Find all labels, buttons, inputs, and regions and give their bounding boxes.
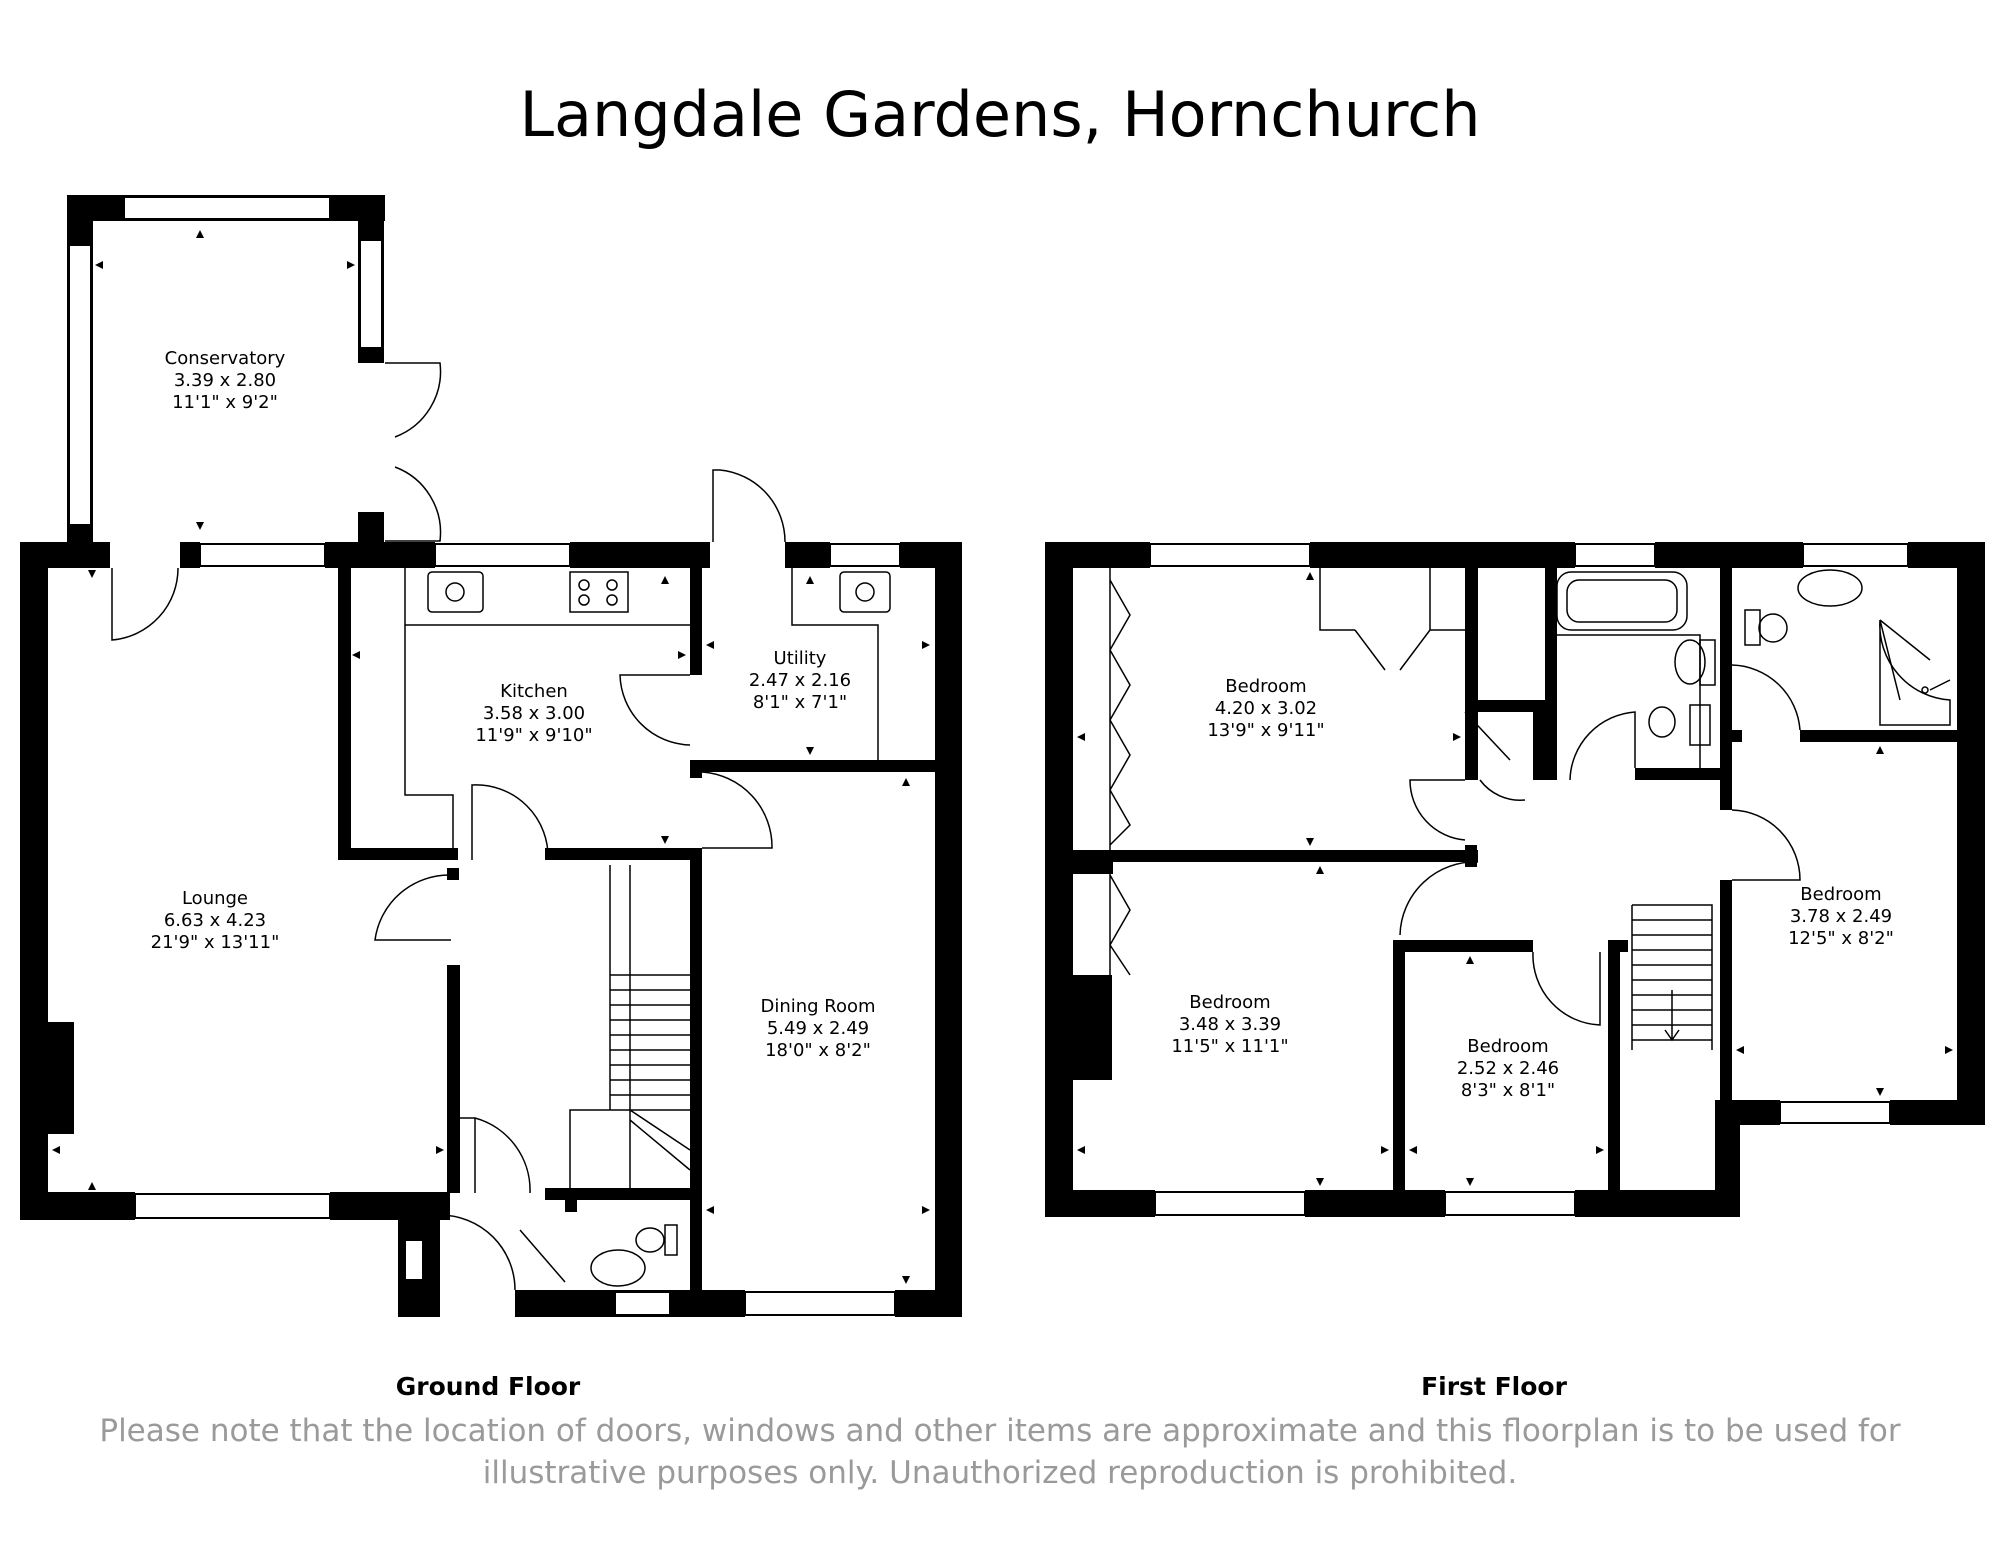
bed1-cupboard — [1320, 568, 1465, 670]
room-name: Kitchen — [500, 681, 568, 702]
ff-wall-top-b — [1310, 542, 1575, 568]
room-name: Conservatory — [164, 348, 286, 369]
gf-wall-lounge-hall-lower — [447, 965, 460, 1193]
cupboard2-door — [1480, 780, 1525, 800]
conservatory-window-left — [69, 245, 91, 525]
bed3-door — [1533, 952, 1600, 1025]
conservatory-right-stub — [358, 512, 384, 542]
utility-back-door — [713, 470, 785, 542]
gf-wall-top-kitchen2 — [570, 542, 710, 568]
bed1-door — [1410, 780, 1465, 840]
room-name: Bedroom — [1800, 884, 1882, 905]
conservatory-lounge-door — [112, 568, 178, 640]
ff-wall-bed3-top — [1393, 940, 1533, 952]
ground-floor-label: Ground Floor — [395, 1372, 581, 1401]
gf-wall-bottom-left — [20, 1192, 135, 1220]
gf-wall-hall-dining — [690, 848, 702, 1290]
room-imperial: 21'9" x 13'11" — [150, 932, 280, 953]
gf-wall-kitchen-bottom — [338, 848, 458, 860]
ff-window-bed2 — [1155, 1192, 1305, 1215]
ff-wall-bottom-d — [1715, 1100, 1780, 1125]
ff-window-bed4 — [1780, 1102, 1890, 1123]
room-metric: 3.78 x 2.49 — [1789, 906, 1893, 927]
conservatory-window-top — [124, 197, 330, 219]
room-imperial: 11'9" x 9'10" — [475, 725, 593, 746]
dining-room-label — [698, 996, 938, 1062]
ff-wall-top-c — [1655, 542, 1803, 568]
ff-wall-bed4-left2 — [1720, 780, 1732, 810]
room-metric: 2.52 x 2.46 — [1456, 1058, 1560, 1079]
gf-wall-wc-post — [565, 1200, 577, 1212]
room-name: Bedroom — [1467, 1036, 1549, 1057]
ff-wall-bath-right — [1720, 568, 1732, 810]
room-imperial: 18'0" x 8'2" — [765, 1040, 871, 1061]
gf-wall-kitchen-bottom2 — [545, 848, 700, 860]
ff-wall-bottom-a — [1045, 1190, 1155, 1217]
ff-wall-bottom-e — [1890, 1100, 1985, 1125]
room-name: Bedroom — [1189, 992, 1271, 1013]
first-floor-label: First Floor — [1421, 1372, 1567, 1401]
bath-toilet — [1649, 707, 1675, 737]
ff-chimney — [1045, 975, 1112, 1080]
bedroom-4-label — [1721, 884, 1961, 950]
room-metric: 6.63 x 4.23 — [163, 910, 267, 931]
ff-wall-ensuite-bottom — [1800, 730, 1957, 742]
gf-window-bottom-dining — [745, 1292, 895, 1315]
kitchen-label — [414, 681, 654, 747]
gf-wall-utility-left — [690, 568, 702, 656]
gf-wall-dining-post — [690, 760, 702, 778]
kitchen-sink — [428, 572, 483, 612]
gf-window-wc — [615, 1292, 670, 1315]
gf-wall-stair-base — [545, 1188, 690, 1200]
ff-wall-bath-bottom — [1635, 768, 1720, 780]
bed2-wardrobe — [1110, 862, 1130, 975]
room-metric: 3.48 x 3.39 — [1178, 1014, 1282, 1035]
wc-toilet — [636, 1228, 664, 1252]
room-name: Bedroom — [1225, 676, 1307, 697]
bedroom-1-label — [1146, 676, 1386, 742]
lounge-label — [95, 888, 335, 954]
gf-window-top-utility — [830, 544, 900, 566]
conservatory-window-right — [360, 240, 382, 348]
room-name: Utility — [773, 648, 827, 669]
ff-window-bed3 — [1445, 1192, 1575, 1215]
gf-wall-top-utility — [785, 542, 830, 568]
conservatory-french-door — [385, 363, 441, 541]
first-floor-fixtures — [1110, 568, 1950, 1050]
dining-hall-door — [702, 772, 772, 848]
ensuite-toilet — [1759, 614, 1787, 642]
bedroom-3-label — [1388, 1036, 1628, 1102]
ff-wall-right — [1957, 542, 1985, 1102]
first-floor-plan — [1045, 542, 1985, 1217]
ff-stairs — [1632, 905, 1712, 1050]
gf-window-porch — [405, 1240, 423, 1280]
gf-wall-right — [935, 542, 962, 1317]
room-imperial: 13'9" x 9'11" — [1207, 720, 1325, 741]
gf-window-top-kitchen — [435, 544, 570, 566]
ff-wall-cupboard2 — [1533, 700, 1545, 780]
room-imperial: 11'5" x 11'1" — [1171, 1036, 1289, 1057]
wc-basin — [591, 1250, 645, 1286]
room-metric: 3.58 x 3.00 — [482, 703, 586, 724]
room-name: Lounge — [181, 888, 249, 909]
utility-label — [680, 648, 920, 714]
room-imperial: 12'5" x 8'2" — [1788, 928, 1894, 949]
gf-window-bottom-lounge — [135, 1194, 330, 1218]
gf-wall-bottom-right2 — [895, 1290, 962, 1317]
plan-title: Langdale Gardens, Hornchurch — [519, 78, 1481, 151]
gf-wall-left — [20, 542, 48, 1220]
room-metric: 3.39 x 2.80 — [173, 370, 277, 391]
ff-wall-bottom-b — [1305, 1190, 1445, 1217]
ff-wall-left — [1045, 542, 1073, 1217]
room-metric: 4.20 x 3.02 — [1214, 698, 1318, 719]
gf-wall-top-kitchen — [325, 542, 435, 568]
room-metric: 2.47 x 2.16 — [748, 670, 852, 691]
room-imperial: 11'1" x 9'2" — [172, 392, 278, 413]
bed4-door — [1732, 810, 1800, 880]
room-imperial: 8'1" x 7'1" — [752, 692, 848, 713]
ff-wall-bed1-bottom — [1073, 850, 1478, 862]
ff-wall-ensuite-left — [1720, 730, 1742, 742]
gf-fireplace — [48, 1022, 74, 1134]
bed2-door — [1400, 862, 1478, 935]
ensuite-shower — [1880, 620, 1950, 725]
ensuite-door — [1732, 665, 1800, 730]
kitchen-hall-door — [472, 785, 548, 860]
bath-door — [1570, 712, 1635, 780]
room-metric: 5.49 x 2.49 — [766, 1018, 870, 1039]
bed1-wardrobe — [1110, 568, 1130, 850]
conservatory-label — [105, 348, 345, 414]
ff-window-bed1 — [1150, 544, 1310, 566]
front-door — [440, 1215, 515, 1290]
bedroom-2-label — [1110, 992, 1350, 1058]
ground-floor-fixtures — [112, 470, 890, 1290]
utility-sink — [840, 572, 890, 612]
ensuite-basin — [1798, 570, 1862, 606]
room-name: Dining Room — [760, 996, 876, 1017]
lounge-lower-door — [460, 1118, 530, 1193]
gf-stairs — [570, 865, 690, 1188]
gf-wall-top-mid — [180, 542, 200, 568]
wc-door — [520, 1230, 565, 1282]
gf-window-top-lounge — [200, 544, 325, 566]
ff-wall-wardrobe2 — [1073, 862, 1113, 874]
ff-window-bath — [1575, 544, 1655, 566]
ff-wall-stair-top — [1608, 940, 1628, 952]
lounge-hall-door — [375, 875, 451, 940]
gf-wall-lounge-hall — [338, 568, 351, 850]
gf-wall-utility-bottom — [690, 760, 962, 772]
room-imperial: 8'3" x 8'1" — [1460, 1080, 1556, 1101]
ff-wall-bed1-right — [1465, 568, 1478, 780]
ff-wall-landing-post — [1465, 845, 1477, 867]
disclaimer-text: Please note that the location of doors, windows and other items are approximate and this floorplan is to be used for illustrative purposes only. Unauthorized reproduction is prohibited. — [99, 1413, 1901, 1491]
ff-wall-bath-left — [1545, 568, 1557, 780]
kitchen-hob — [570, 572, 628, 612]
ff-window-ensuite — [1803, 544, 1908, 566]
gf-wall-hall-post — [447, 868, 459, 880]
